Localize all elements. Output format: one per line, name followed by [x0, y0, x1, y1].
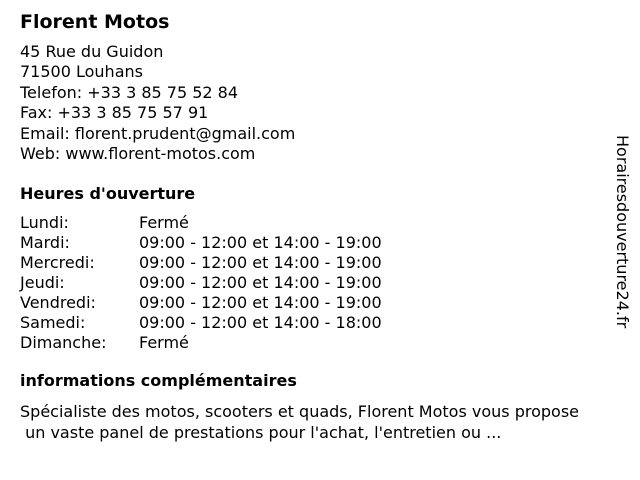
contact-block — [20, 42, 620, 164]
hours-row-wednesday — [20, 253, 382, 273]
info-heading: informations complémentaires — [20, 371, 297, 391]
day-label: Samedi: — [20, 313, 86, 333]
hours-row-friday — [20, 293, 382, 313]
day-hours: 09:00 - 12:00 et 14:00 - 19:00 — [139, 233, 382, 253]
address-street: 45 Rue du Guidon — [20, 42, 164, 61]
opening-hours-table — [20, 213, 382, 353]
business-card — [20, 9, 620, 443]
info-description — [20, 402, 620, 443]
day-hours: Fermé — [139, 333, 189, 353]
day-label: Vendredi: — [20, 293, 96, 313]
day-label: Jeudi: — [20, 273, 65, 293]
hours-heading: Heures d'ouverture — [20, 184, 196, 204]
website-address: Web: www.florent-motos.com — [20, 144, 256, 164]
day-label: Mardi: — [20, 233, 70, 253]
email-address: Email: florent.prudent@gmail.com — [20, 123, 296, 143]
hours-row-saturday — [20, 313, 382, 333]
day-hours: 09:00 - 12:00 et 14:00 - 19:00 — [139, 293, 382, 313]
day-hours: 09:00 - 12:00 et 14:00 - 18:00 — [139, 313, 382, 333]
fax-number: Fax: +33 3 85 75 57 91 — [20, 103, 209, 123]
hours-row-sunday — [20, 333, 382, 353]
info-description-line-2: un vaste panel de prestations pour l'achat, l'entretien ou ... — [20, 422, 502, 442]
day-hours: 09:00 - 12:00 et 14:00 - 19:00 — [139, 253, 382, 273]
day-hours: 09:00 - 12:00 et 14:00 - 19:00 — [139, 273, 382, 293]
hours-row-thursday — [20, 273, 382, 293]
hours-row-tuesday — [20, 233, 382, 253]
phone-number: Telefon: +33 3 85 75 52 84 — [20, 82, 239, 102]
info-description-line-1: Spécialiste des motos, scooters et quads, Florent Motos vous propose — [20, 402, 579, 422]
day-label: Mercredi: — [20, 253, 95, 273]
hours-row-monday — [20, 213, 382, 233]
address-city: 71500 Louhans — [20, 62, 143, 82]
day-hours: Fermé — [139, 213, 189, 233]
business-name: Florent Motos — [20, 11, 170, 33]
day-label: Lundi: — [20, 213, 69, 233]
site-watermark: Horairesdouverture24.fr — [613, 135, 632, 329]
day-label: Dimanche: — [20, 333, 107, 353]
